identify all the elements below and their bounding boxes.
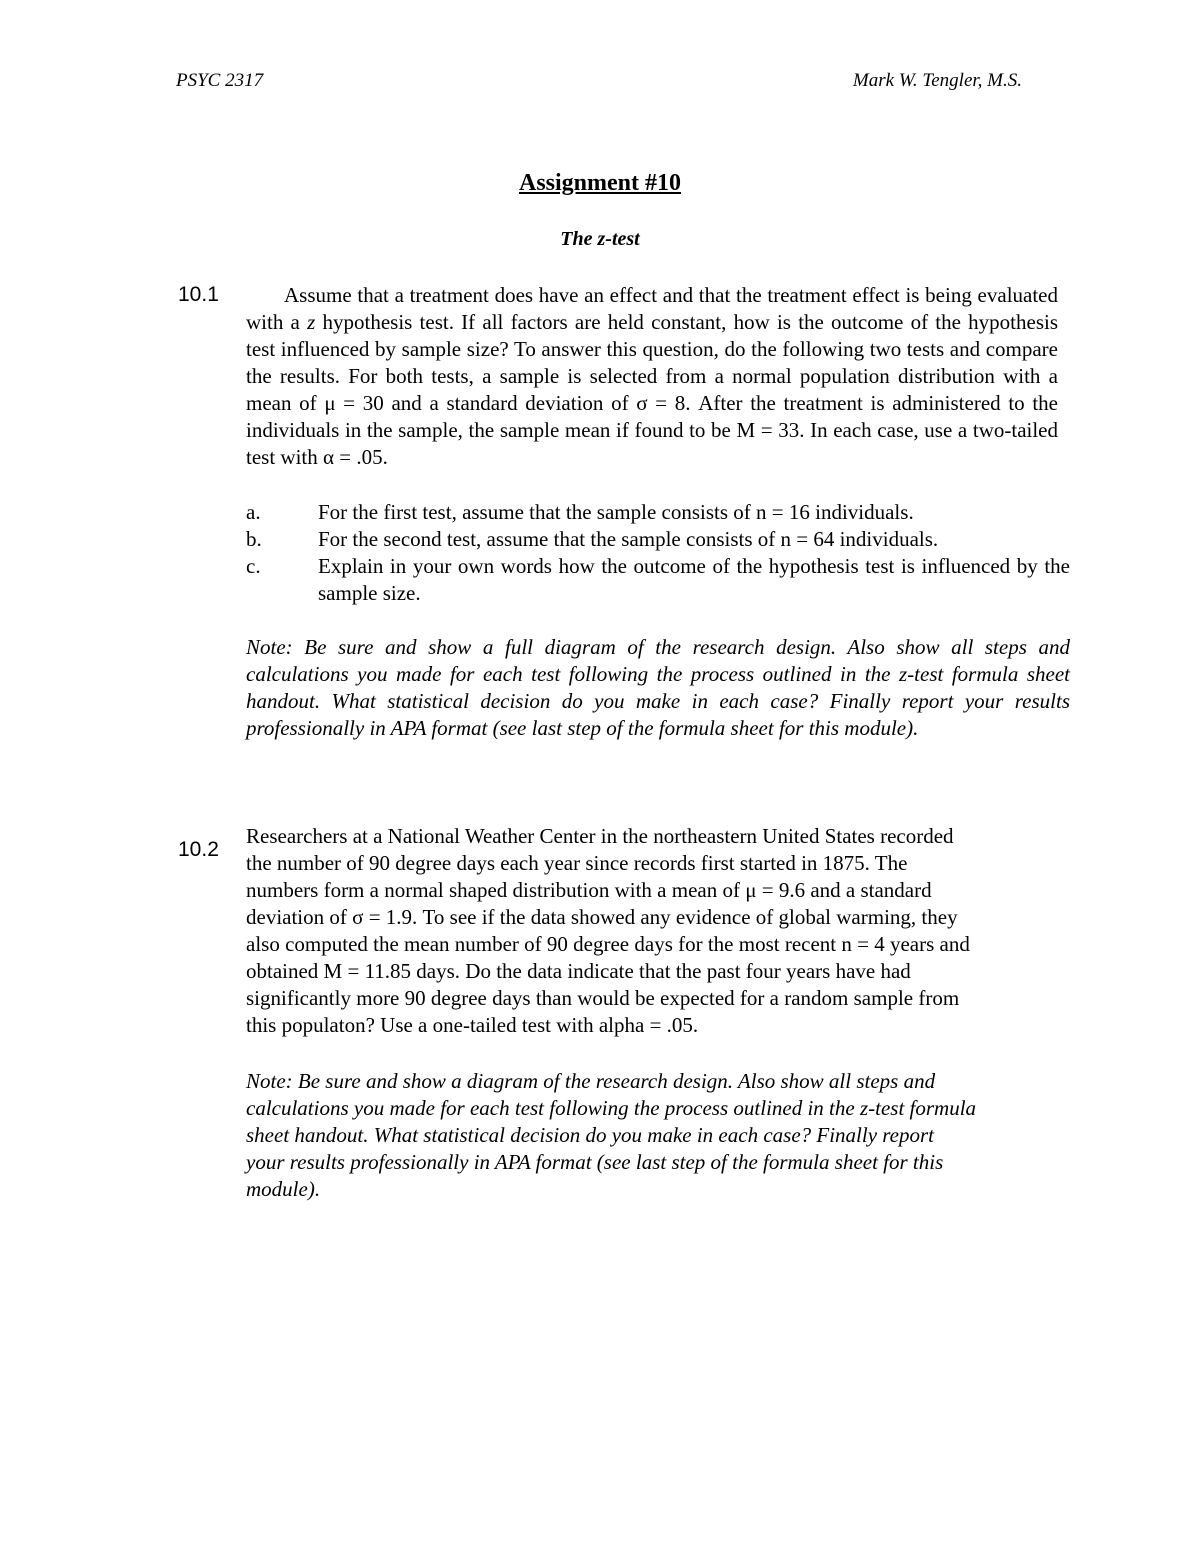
list-item-text: Explain in your own words how the outcome of the hypothesis test is influenced by the sample size. <box>318 554 1070 605</box>
list-item-letter: a. <box>246 500 261 524</box>
text-line: numbers form a normal shaped distribution with a mean of μ = 9.6 and a standard <box>246 878 932 902</box>
assignment-title: Assignment #10 <box>518 170 681 196</box>
list-item-text: For the first test, assume that the sample consists of n = 16 individuals. <box>318 500 914 524</box>
assignment-subtitle: The z-test <box>560 228 640 250</box>
text-line: obtained M = 11.85 days. Do the data indicate that the past four years have had <box>246 959 911 983</box>
question-10-2-note <box>246 1068 1046 1203</box>
text-line: Note: Be sure and show a diagram of the research design. Also show all steps and <box>246 1069 936 1093</box>
question-10-2-text <box>246 823 1086 1039</box>
author-name: Mark W. Tengler, M.S. <box>852 70 1022 91</box>
text-line: module). <box>246 1177 321 1201</box>
text-line: this populaton? Use a one-tailed test with alpha = .05. <box>246 1013 699 1037</box>
question-10-1-rest: hypothesis test. If all factors are held constant, how is the outcome of the hypothesis test influenced by sample size? To answer this question, do the following two tests and compare the results. For both tests, a sample is selected from a normal population distribution with a mean of μ = 30 and a standard deviation of σ = 8. After the treatment is administered to the individuals in the sample, the sample mean if found to be M = 33. In each case, use a two-tailed test with α = .05. <box>246 310 1058 469</box>
text-line: Researchers at a National Weather Center in the northeastern United States recorded <box>246 824 954 848</box>
text-line: deviation of σ = 1.9. To see if the data showed any evidence of global warming, they <box>246 905 958 929</box>
text-line: also computed the mean number of 90 degree days for the most recent n = 4 years and <box>246 932 970 956</box>
text-line: the number of 90 degree days each year since records first started in 1875. The <box>246 851 908 875</box>
question-number-10-2: 10.2 <box>178 838 219 861</box>
text-line: calculations you made for each test following the process outlined in the z-test formula <box>246 1096 977 1120</box>
text-line: sheet handout. What statistical decision do you make in each case? Finally report <box>246 1123 935 1147</box>
z-symbol: z <box>307 310 316 334</box>
question-10-1-text <box>246 282 1058 471</box>
list-item-text: For the second test, assume that the sample consists of n = 64 individuals. <box>318 527 939 551</box>
list-item-letter: c. <box>246 554 261 578</box>
list-item-letter: b. <box>246 527 262 551</box>
text-line: significantly more 90 degree days than would be expected for a random sample from <box>246 986 960 1010</box>
question-10-1-lead: Assume that a treatment does have an effect and that the treatment effect is being evaluated with a <box>246 283 1058 334</box>
question-number-10-1: 10.1 <box>178 283 219 306</box>
text-line: your results professionally in APA format (see last step of the formula sheet for this <box>246 1150 944 1174</box>
course-code: PSYC 2317 <box>176 70 264 91</box>
question-10-1-note: Note: Be sure and show a full diagram of the research design. Also show all steps and calculations you made for each test following the process outlined in the z-test formula sheet handout. What statistical decision do you make in each case? Finally report your results professionally in APA format (see last step of the formula sheet for this module). <box>246 635 1070 740</box>
